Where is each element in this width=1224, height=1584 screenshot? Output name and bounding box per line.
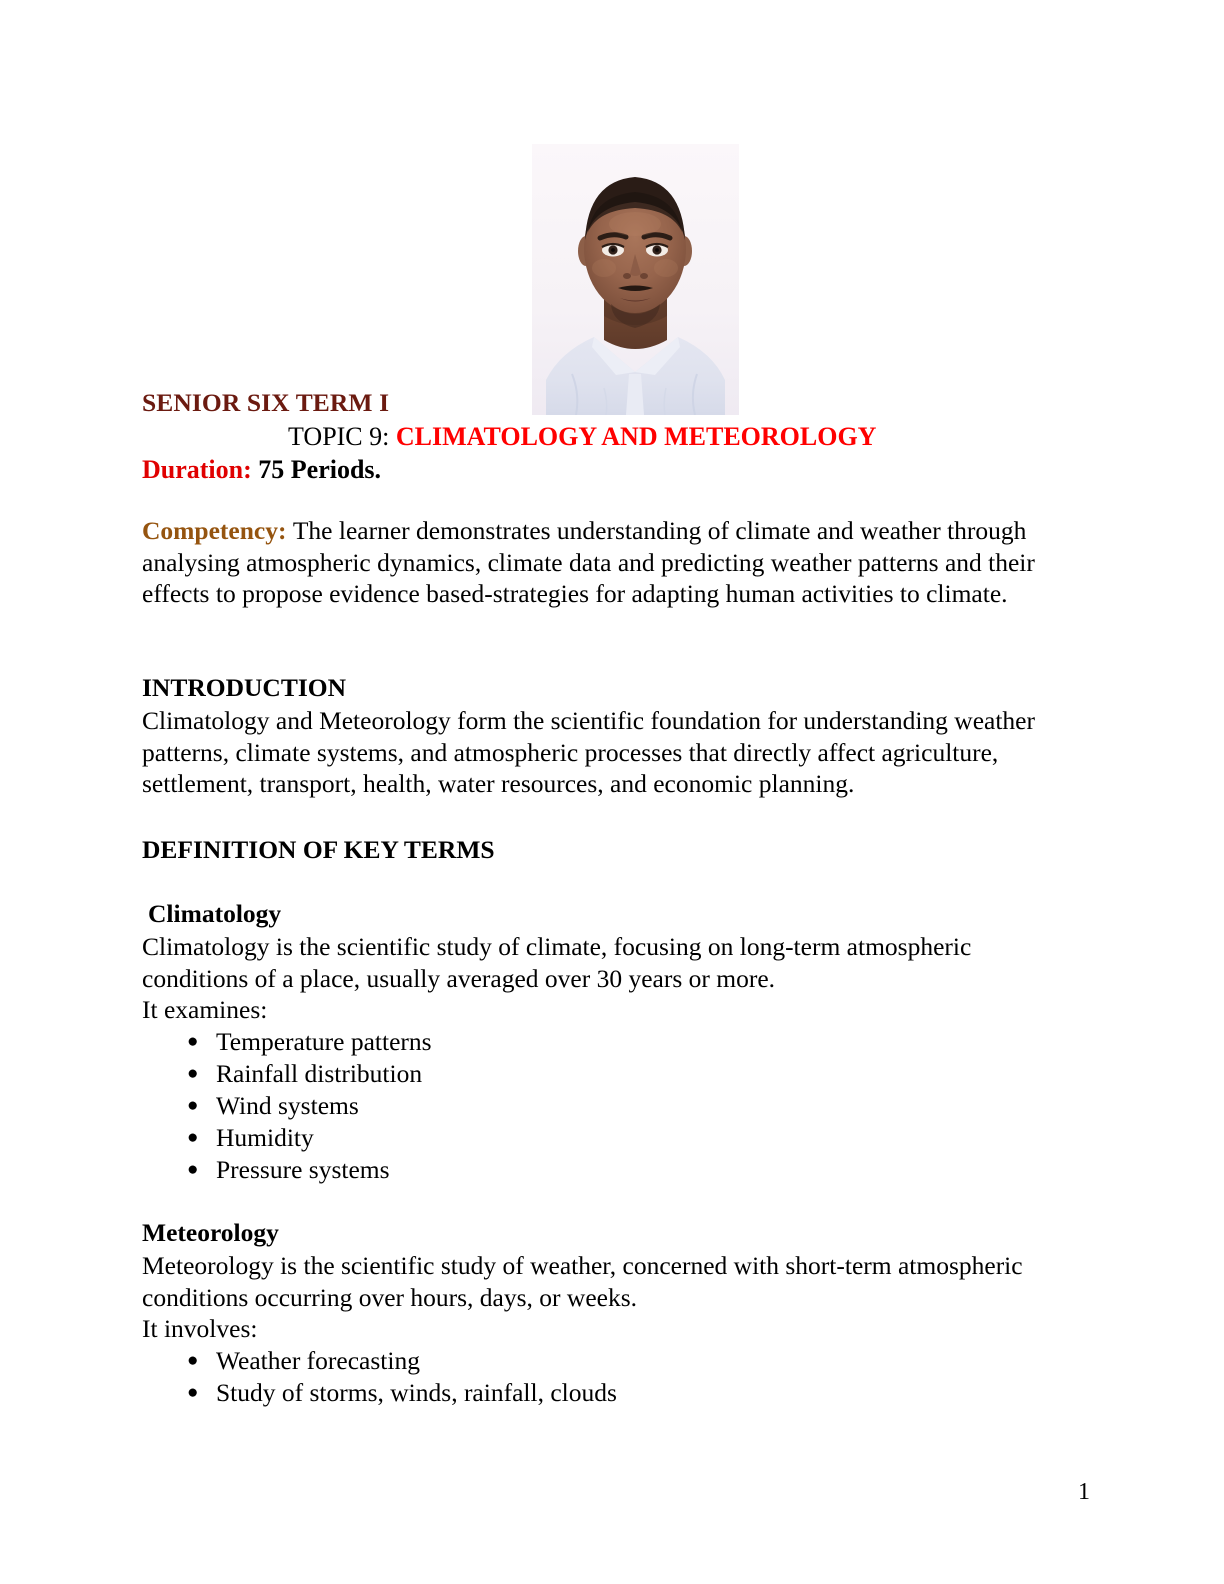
list-item-label: Humidity bbox=[216, 1123, 314, 1152]
portrait-photo bbox=[532, 144, 739, 415]
subheading-meteorology: Meteorology bbox=[142, 1218, 279, 1247]
climatology-bullet-list bbox=[142, 1026, 432, 1186]
list-item-label: Temperature patterns bbox=[216, 1027, 432, 1056]
bullet-dot-icon: ● bbox=[187, 1063, 199, 1084]
topic-heading bbox=[288, 421, 876, 452]
climatology-definition: Climatology is the scientific study of climate, focusing on long-term atmospheric conditions of a place, usually averaged over 30 years or more. bbox=[142, 932, 972, 993]
list-item-label: Study of storms, winds, rainfall, clouds bbox=[216, 1378, 617, 1407]
topic-label: TOPIC 9: bbox=[288, 422, 396, 451]
list-item bbox=[142, 1026, 432, 1058]
list-item-label: Wind systems bbox=[216, 1091, 359, 1120]
term-title: SENIOR SIX TERM I bbox=[142, 388, 390, 417]
list-item bbox=[142, 1122, 432, 1154]
duration-label: Duration: bbox=[142, 455, 259, 484]
list-item bbox=[142, 1058, 432, 1090]
duration-line bbox=[142, 454, 381, 485]
list-item bbox=[142, 1377, 617, 1409]
introduction-heading: INTRODUCTION bbox=[142, 673, 347, 702]
bullet-dot-icon: ● bbox=[187, 1031, 199, 1052]
meteorology-definition: Meteorology is the scientific study of weather, concerned with short-term atmospheric conditions occurring over hours, days, or weeks. bbox=[142, 1251, 1023, 1312]
competency-text: The learner demonstrates understanding of climate and weather through analysing atmospheric dynamics, climate data and predicting weather patterns and their effects to propose evidence based-strategies for adapting human activities to climate. bbox=[142, 516, 1035, 608]
competency-label: Competency: bbox=[142, 516, 293, 545]
page-number: 1 bbox=[1078, 1479, 1090, 1505]
subheading-climatology: Climatology bbox=[148, 899, 282, 928]
list-item-label: Rainfall distribution bbox=[216, 1059, 423, 1088]
climatology-list-intro: It examines: bbox=[142, 995, 268, 1024]
list-item-label: Weather forecasting bbox=[216, 1346, 420, 1375]
list-item-label: Pressure systems bbox=[216, 1155, 390, 1184]
meteorology-list-intro: It involves: bbox=[142, 1314, 258, 1343]
key-terms-heading: DEFINITION OF KEY TERMS bbox=[142, 835, 495, 864]
bullet-dot-icon: ● bbox=[187, 1095, 199, 1116]
portrait-photo-image bbox=[532, 144, 739, 415]
bullet-dot-icon: ● bbox=[187, 1159, 199, 1180]
list-item bbox=[142, 1345, 617, 1377]
duration-value: 75 Periods. bbox=[258, 455, 382, 484]
meteorology-bullet-list bbox=[142, 1345, 617, 1409]
bullet-dot-icon: ● bbox=[187, 1382, 199, 1403]
list-item bbox=[142, 1154, 432, 1186]
list-item bbox=[142, 1090, 432, 1122]
bullet-dot-icon: ● bbox=[187, 1350, 199, 1371]
topic-title: CLIMATOLOGY AND METEOROLOGY bbox=[395, 422, 877, 451]
introduction-text: Climatology and Meteorology form the scientific foundation for understanding weather patterns, climate systems, and atmospheric processes that directly affect agriculture, settlement, transport, health, water resources, and economic planning. bbox=[142, 706, 1035, 798]
bullet-dot-icon: ● bbox=[187, 1127, 199, 1148]
competency-paragraph bbox=[142, 515, 1060, 610]
